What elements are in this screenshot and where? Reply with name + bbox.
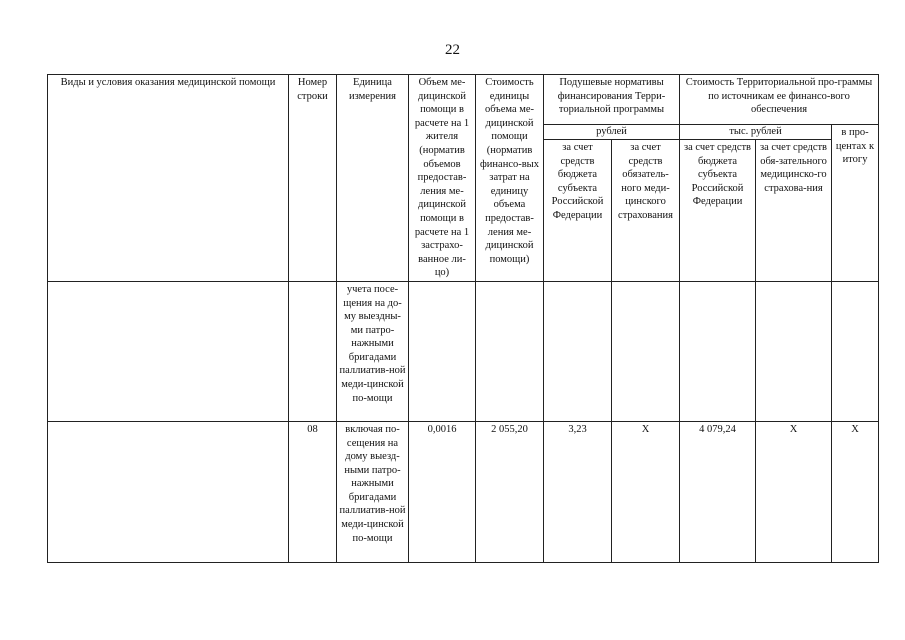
cell-per-capita-oms: [612, 281, 680, 421]
cell-unit: включая по-сещения на дому выезд-ными патро-нажными бригадами паллиатив-ной меди-цинской по-мощи: [337, 421, 409, 562]
cell-type: [48, 281, 289, 421]
header-cost-units: тыс. рублей: [680, 125, 832, 140]
header-per-capita-oms: за счет средств обязатель-ного меди-цинского страхования: [612, 139, 680, 281]
cell-per-capita-budget: 3,23: [544, 421, 612, 562]
header-unit: Единица измерения: [337, 75, 409, 282]
cell-cost-oms: [756, 281, 832, 421]
cell-row-number: 08: [289, 421, 337, 562]
cell-type: [48, 421, 289, 562]
cell-unit-cost: 2 055,20: [476, 421, 544, 562]
header-row-number: Номер строки: [289, 75, 337, 282]
header-per-capita-budget: за счет средств бюджета субъекта Российской Федерации: [544, 139, 612, 281]
cell-unit: учета посе-щения на до-му выездны-ми патро-нажными бригадами паллиатив-ной меди-цинской по-мощи: [337, 281, 409, 421]
header-types-of-care: Виды и условия оказания медицинской помощи: [48, 75, 289, 282]
table-row: [48, 421, 879, 562]
cell-per-capita-oms: X: [612, 421, 680, 562]
cell-cost-budget: 4 079,24: [680, 421, 756, 562]
header-per-capita-units: рублей: [544, 125, 680, 140]
cell-per-capita-budget: [544, 281, 612, 421]
cell-cost-budget: [680, 281, 756, 421]
cell-row-number: [289, 281, 337, 421]
header-cost-percent: в про-центах к итогу: [832, 125, 879, 282]
table-row: [48, 281, 879, 421]
header-cost-budget: за счет средств бюджета субъекта Российской Федерации: [680, 139, 756, 281]
header-unit-cost: Стоимость единицы объема ме-дицинской помощи (норматив финансо-вых затрат на единицу объема предостав-ления ме-дицинской помощи): [476, 75, 544, 282]
cell-cost-percent: X: [832, 421, 879, 562]
cell-cost-oms: X: [756, 421, 832, 562]
header-cost-oms: за счет средств обя-зательного медицинско-го страхова-ния: [756, 139, 832, 281]
header-volume: Объем ме-дицинской помощи в расчете на 1 жителя (норматив объемов предостав-ления ме-дицинской помощи в расчете на 1 застрахо-ванное ли-цо): [409, 75, 476, 282]
cell-volume: [409, 281, 476, 421]
cell-volume: 0,0016: [409, 421, 476, 562]
cell-unit-cost: [476, 281, 544, 421]
header-program-cost: Стоимость Территориальной про-граммы по источникам ее финансо-вого обеспечения: [680, 75, 879, 125]
financing-table: [47, 74, 879, 563]
cell-cost-percent: [832, 281, 879, 421]
page-number: 22: [445, 42, 460, 58]
header-per-capita-standards: Подушевые нормативы финансирования Терри-ториальной программы: [544, 75, 680, 125]
